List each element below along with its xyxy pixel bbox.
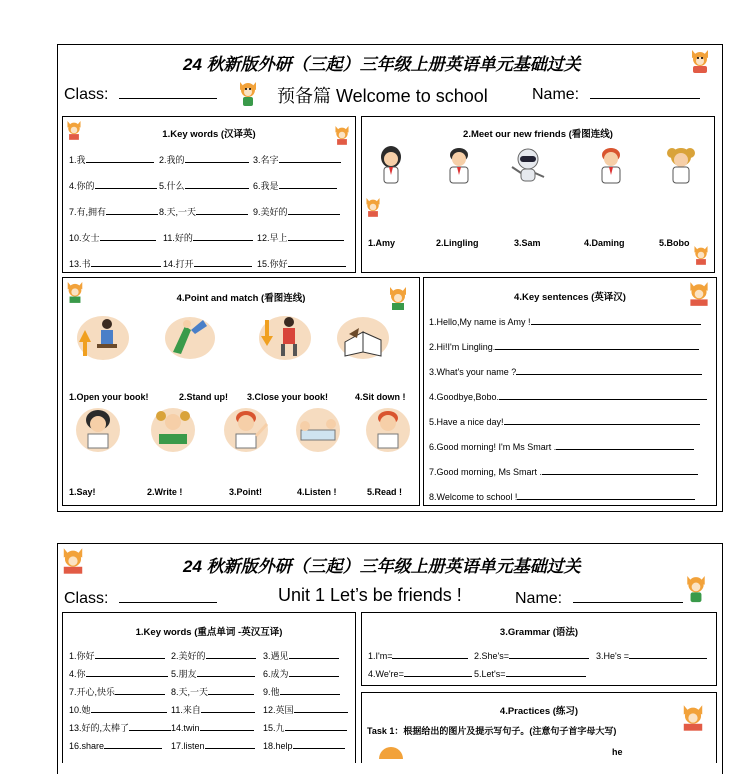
action-caption[interactable]: 1.Open your book! <box>69 392 149 402</box>
action-caption[interactable]: 4.Listen ! <box>297 487 337 497</box>
fox-mascot-icon <box>60 546 86 576</box>
key-words-box: 1.Key words (汉译英) 1.我 2.我的 3.名字 4.你的 5.什么 6.我是 7.有,拥有 8.天,一天 9.美好的 10.女士 11.好的 12.早上 13.书 14.打开 15.你好 <box>62 116 356 273</box>
sit-down-picture <box>251 312 311 360</box>
point-match-box <box>62 277 420 506</box>
key-sentences-box: 4.Key sentences (英译汉) 1.Hello,My name is Amy ! 2.Hi!I'm Lingling. 3.What's your name ? 4.Goodbye,Bobo. 5.Have a nice day! 6.Good morning! I'm Ms Smart . 7.Good morning, Ms Smart . 8.Welcome to school ! <box>423 277 717 506</box>
read-picture <box>361 404 415 452</box>
sheet1-title: 24 秋新版外研（三起）三年级上册英语单元基础过关 <box>183 55 581 74</box>
stand-up-picture <box>69 312 129 360</box>
open-book-picture <box>163 312 217 360</box>
practices-heading: 4.Practices (练习) <box>499 706 579 717</box>
action-caption[interactable]: 5.Read ! <box>367 487 403 497</box>
class-blank[interactable] <box>119 84 217 99</box>
action-caption[interactable]: 2.Write ! <box>147 487 183 497</box>
unit-title: 预备篇 Welcome to school <box>277 86 488 106</box>
fox-mascot-icon <box>680 703 706 733</box>
key-words-heading: 1.Key words (汉译英) <box>162 129 256 140</box>
point-picture <box>219 404 273 452</box>
sam-robot-icon <box>508 147 548 189</box>
fox-mascot-icon <box>689 48 711 74</box>
class-label: Class: <box>64 84 217 104</box>
task-hint: he <box>612 747 623 757</box>
unit-title: Unit 1 Let’s be friends ! <box>278 585 462 605</box>
fox-mascot-icon <box>684 570 708 606</box>
key-sentences-heading: 4.Key sentences (英译汉) <box>514 292 626 303</box>
friend-name[interactable]: 3.Sam <box>514 238 541 248</box>
name-label: Name: <box>532 84 700 104</box>
task-picture <box>376 745 406 759</box>
action-caption[interactable]: 2.Stand up! <box>179 392 228 402</box>
lingling-boy-icon <box>444 145 474 189</box>
key-words-heading: 1.Key words (重点单词 -英汉互译) <box>135 627 283 638</box>
action-caption[interactable]: 3.Close your book! <box>247 392 329 402</box>
fox-mascot-icon <box>237 78 259 108</box>
fox-mascot-icon <box>692 243 710 267</box>
friend-name[interactable]: 2.Lingling <box>436 238 479 248</box>
meet-friends-heading: 2.Meet our new friends (看图连线) <box>463 129 613 140</box>
point-match-heading: 4.Point and match (看图连线) <box>176 293 306 304</box>
grammar-box: 3.Grammar (语法) 1.I'm= 2.She's= 3.He's = 4.We're= 5.Let's= <box>361 612 717 686</box>
daming-boy-icon <box>596 145 626 189</box>
close-book-picture <box>335 312 391 360</box>
meet-friends-box <box>361 116 715 273</box>
action-caption[interactable]: 4.Sit down ! <box>355 392 406 402</box>
task1-instruction: Task 1：根据给出的图片及提示写句子。(注意句子首字母大写) <box>367 726 617 736</box>
practices-box <box>361 692 717 763</box>
friend-name[interactable]: 1.Amy <box>368 238 396 248</box>
class-label: Class: <box>64 588 217 608</box>
say-picture <box>71 404 125 452</box>
action-caption[interactable]: 1.Say! <box>69 487 96 497</box>
name-blank[interactable] <box>573 588 683 603</box>
amy-girl-icon <box>376 145 406 189</box>
listen-picture <box>291 404 345 452</box>
action-caption[interactable]: 3.Point! <box>229 487 262 497</box>
name-label: Name: <box>515 588 683 608</box>
key-words-box-2: 1.Key words (重点单词 -英汉互译) 1.你好 2.美好的 3.遇见 4.你 5.朋友 6.成为 7.开心,快乐 8.天,一天 9.他 10.她 11.来自 12.英国 13.好的,太棒了 14.twin 15.九 16.share 17.listen 18.help <box>62 612 356 763</box>
friend-name[interactable]: 4.Daming <box>584 238 625 248</box>
name-blank[interactable] <box>590 84 700 99</box>
bobo-girl-icon <box>665 145 697 189</box>
class-blank[interactable] <box>119 588 217 603</box>
sheet2-title: 24 秋新版外研（三起）三年级上册英语单元基础过关 <box>183 557 581 576</box>
write-picture <box>145 404 201 452</box>
fox-mascot-icon <box>364 195 382 219</box>
grammar-heading: 3.Grammar (语法) <box>499 627 579 638</box>
friend-name[interactable]: 5.Bobo <box>659 238 690 248</box>
